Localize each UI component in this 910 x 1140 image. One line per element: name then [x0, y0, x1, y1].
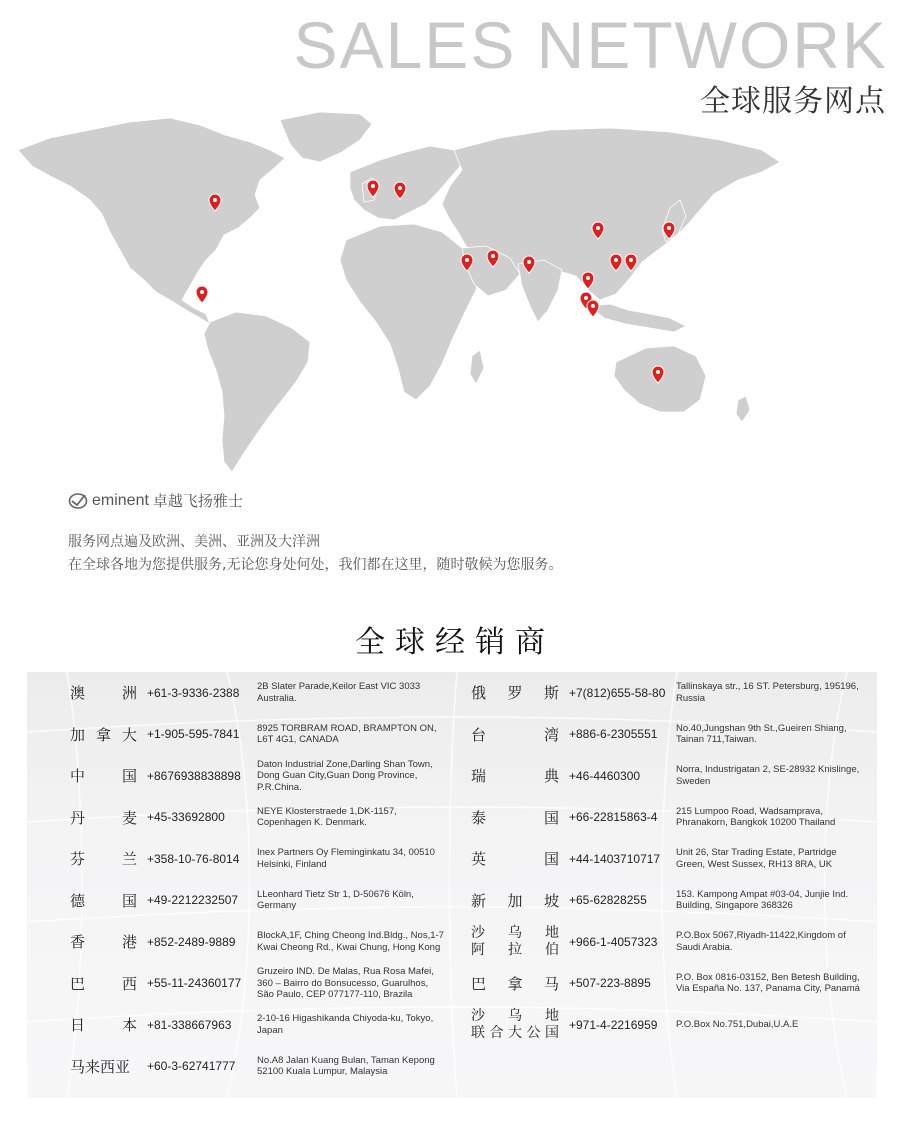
dealer-column-right — [454, 672, 874, 1046]
dealer-country: 巴 拿 马 — [471, 974, 559, 993]
dealer-address — [676, 930, 874, 953]
dealer-country: 新 加 坡 — [471, 891, 559, 910]
dealer-address-line: P.O. Box 0816-03152, Ben Betesh Building, — [676, 971, 860, 983]
dealer-address-line: Tainan 711,Taiwan. — [676, 734, 757, 746]
dealer-address-line: Green, West Sussex, RH13 8RA, UK — [676, 858, 833, 870]
dealer-address-line: Germany — [257, 900, 297, 912]
dealer-address-line: Dong Guan City,Guan Dong Province, — [257, 770, 418, 781]
new-zealand-landmass — [736, 396, 750, 422]
world-map — [10, 100, 810, 480]
dealer-address — [257, 1055, 447, 1078]
dealer-address-line: P.O.Box No.751,Dubai,U.A.E — [676, 1019, 799, 1030]
dealer-address — [676, 972, 874, 995]
dealer-address-line: P.R.China. — [257, 781, 302, 793]
greenland-landmass — [280, 112, 372, 162]
dealer-address-line: L6T 4G1, CANADA — [257, 734, 339, 746]
dealer-address-line: 153. Kampong Ampat #03-04, Junjie Ind. — [676, 888, 849, 900]
dealer-country: 英 国 — [471, 850, 559, 869]
intro-line-1: 服务网点遍及欧洲、美洲、亚洲及大洋洲 — [68, 534, 320, 550]
south-america-landmass — [204, 312, 310, 472]
dealer-phone: +7(812)655-58-80 — [569, 685, 666, 700]
dealer-row — [27, 963, 447, 1005]
dealer-address — [676, 889, 874, 912]
intro-text — [68, 531, 562, 577]
dealer-address-line: Sweden — [676, 775, 711, 787]
dealer-country: 芬 兰 — [70, 850, 137, 869]
dealer-phone: +65-62828255 — [569, 893, 647, 908]
dealer-row — [27, 880, 447, 922]
dealer-country: 台 湾 — [471, 725, 559, 744]
brand-slogan: 卓越飞扬雅士 — [152, 493, 243, 510]
dealer-country: 日 本 — [70, 1016, 137, 1035]
dealer-phone: +44-1403710717 — [569, 851, 661, 866]
dealer-address-line: LLeonhard Tietz Str 1, D-50676 Köln, — [257, 888, 414, 900]
dealer-row — [27, 921, 447, 963]
india-landmass — [518, 260, 562, 322]
dealer-column-left — [27, 672, 447, 1087]
brand-name: eminent — [92, 491, 149, 509]
dealer-phone: +971-4-2216959 — [569, 1017, 658, 1032]
dealer-row — [27, 1046, 447, 1088]
dealer-address-line: Unit 26, Star Trading Estate, Partridge — [676, 847, 837, 859]
dealer-row — [27, 838, 447, 880]
dealer-phone: +55-11-24360177 — [147, 976, 242, 991]
dealer-phone: +60-3-62741777 — [147, 1059, 236, 1074]
dealer-address-line: 215 Lumpoo Road, Wadsamprava, — [676, 805, 823, 817]
dealer-address — [676, 1019, 874, 1031]
dealer-address-line: Norra, Industrigatan 2, SE-28932 Knislinge, — [676, 764, 860, 776]
dealer-country: 巴 西 — [70, 974, 137, 993]
page-title-en: SALES NETWORK — [293, 8, 888, 82]
dealer-row — [454, 1004, 874, 1046]
dealer-row — [454, 838, 874, 880]
dealer-row — [454, 797, 874, 839]
dealer-row — [454, 921, 874, 963]
dealer-address-line: No.A8 Jalan Kuang Bulan, Taman Kepong — [257, 1054, 435, 1066]
dealer-address-line: Russia — [676, 692, 706, 704]
dealer-phone: +49-2212232507 — [147, 893, 239, 908]
dealer-phone: +66-22815863-4 — [569, 810, 658, 825]
dealer-address — [257, 930, 447, 953]
dealer-phone: +61-3-9336-2388 — [147, 685, 240, 700]
dealer-address-line: Tallinskaya str., 16 ST. Petersburg, 195196, — [676, 681, 859, 693]
dealer-row — [27, 797, 447, 839]
brand-logo — [68, 490, 243, 511]
page-title-cn: 全球服务网点 — [700, 84, 886, 119]
dealer-country: 澳 洲 — [70, 684, 137, 703]
dealer-country: 沙 乌 地 阿 拉 伯 — [471, 924, 559, 958]
dealer-address — [676, 806, 874, 829]
dealer-address-line: Inex Partners Oy Fleminginkatu 34, 00510 — [257, 847, 435, 859]
dealer-address-line: NEYE Klosterstraede 1,DK-1157, — [257, 805, 397, 817]
dealer-country: 中 国 — [70, 767, 137, 786]
eminent-logo-icon — [68, 491, 88, 511]
dealer-country: 马来西亚 — [70, 1057, 131, 1076]
dealer-row — [27, 672, 447, 714]
dealer-address-line: Phranakorn, Bangkok 10200 Thailand — [676, 817, 836, 829]
dealer-country: 香 港 — [70, 933, 137, 952]
dealer-row — [27, 714, 447, 756]
dealer-phone: +8676938838898 — [147, 768, 241, 783]
dealer-row — [454, 672, 874, 714]
dealer-address-line: P.O.Box 5067,Riyadh-11422,Kingdom of — [676, 930, 846, 942]
dealer-address-line: 52100 Kuala Lumpur, Malaysia — [257, 1066, 388, 1078]
dealer-phone: +1-905-595-7841 — [147, 727, 240, 742]
dealer-address-line: 2B Slater Parade,Keilor East VIC 3033 — [257, 681, 421, 693]
dealer-address-line: Daton Industrial Zone,Darling Shan Town, — [257, 758, 433, 770]
dealer-country: 俄 罗 斯 — [471, 684, 559, 703]
africa-landmass — [340, 224, 480, 400]
dealer-address — [676, 681, 874, 704]
dealer-address-line: 360 – Bairro do Bonsucesso, Guarulhos, — [257, 977, 429, 989]
dealer-phone: +81-338667963 — [147, 1017, 232, 1032]
dealer-address — [257, 966, 447, 1001]
dealer-address-line: No.40,Jungshan 9th St.,Gueiren Shiang, — [676, 722, 847, 734]
dealer-phone: +358-10-76-8014 — [147, 851, 240, 866]
dealer-phone: +886-6-2305551 — [569, 727, 658, 742]
dealer-address-line: Building, Singapore 368326 — [676, 900, 793, 912]
dealer-address-line: Kwai Cheong Rd., Kwai Chung, Hong Kong — [257, 941, 441, 953]
dealer-country: 沙 乌 地 联 合 大 公 国 — [471, 1007, 559, 1041]
dealer-address — [676, 723, 874, 746]
dealer-address — [257, 847, 447, 870]
dealer-row — [454, 880, 874, 922]
dealer-address — [257, 1013, 447, 1036]
section-title: 全球经销商 — [355, 625, 555, 660]
dealer-address-line: 8925 TORBRAM ROAD, BRAMPTON ON, — [257, 722, 437, 734]
dealer-address-line: Saudi Arabia. — [676, 941, 733, 953]
indonesia-landmass — [590, 304, 686, 332]
dealer-row — [454, 714, 874, 756]
dealer-address-line: Gruzeiro IND. De Malas, Rua Rosa Mafei, — [257, 966, 434, 977]
dealer-address-line: Australia. — [257, 692, 297, 704]
dealer-address — [257, 759, 447, 794]
intro-line-2: 在全球各地为您提供服务,无论您身处何处，我们都在这里，随时敬候为您服务。 — [68, 557, 563, 573]
dealer-row — [454, 755, 874, 797]
dealer-address-line: Helsinki, Finland — [257, 858, 327, 870]
dealer-address — [676, 764, 874, 787]
dealer-address — [257, 723, 447, 746]
dealer-address — [257, 681, 447, 704]
dealer-phone: +45-33692800 — [147, 810, 225, 825]
dealer-address-line: Via España No. 137, Panama City, Panamá — [676, 983, 860, 995]
map-pin-malaysia — [587, 300, 599, 317]
dealer-address-line: São Paulo, CEP 077177-110, Brazila — [257, 989, 413, 1000]
dealer-phone: +852-2489-9889 — [147, 934, 236, 949]
dealer-row — [454, 963, 874, 1005]
dealer-address-line: BlockA,1F, Ching Cheong Ind.Bldg., Nos,1-7 — [257, 930, 444, 942]
dealer-country: 泰 国 — [471, 808, 559, 827]
dealer-address — [257, 806, 447, 829]
north-america-landmass — [18, 118, 285, 324]
madagascar-landmass — [470, 350, 484, 384]
dealer-address-line: 2-10-16 Higashikanda Chiyoda-ku, Tokyo, — [257, 1013, 434, 1025]
dealer-table — [27, 672, 877, 1098]
dealer-address-line: Copenhagen K. Denmark. — [257, 817, 367, 829]
dealer-address — [257, 889, 447, 912]
map-pin-panama — [196, 286, 208, 303]
dealer-phone: +46-4460300 — [569, 768, 641, 783]
dealer-country: 加 拿 大 — [70, 725, 137, 744]
dealer-row — [27, 755, 447, 797]
dealer-phone: +966-1-4057323 — [569, 934, 658, 949]
dealer-row — [27, 1004, 447, 1046]
dealer-country: 瑞 典 — [471, 767, 559, 786]
dealer-phone: +507-223-8895 — [569, 976, 651, 991]
dealer-country: 德 国 — [70, 891, 137, 910]
dealer-address-line: Japan — [257, 1024, 283, 1036]
dealer-country: 丹 麦 — [70, 808, 137, 827]
dealer-address — [676, 847, 874, 870]
